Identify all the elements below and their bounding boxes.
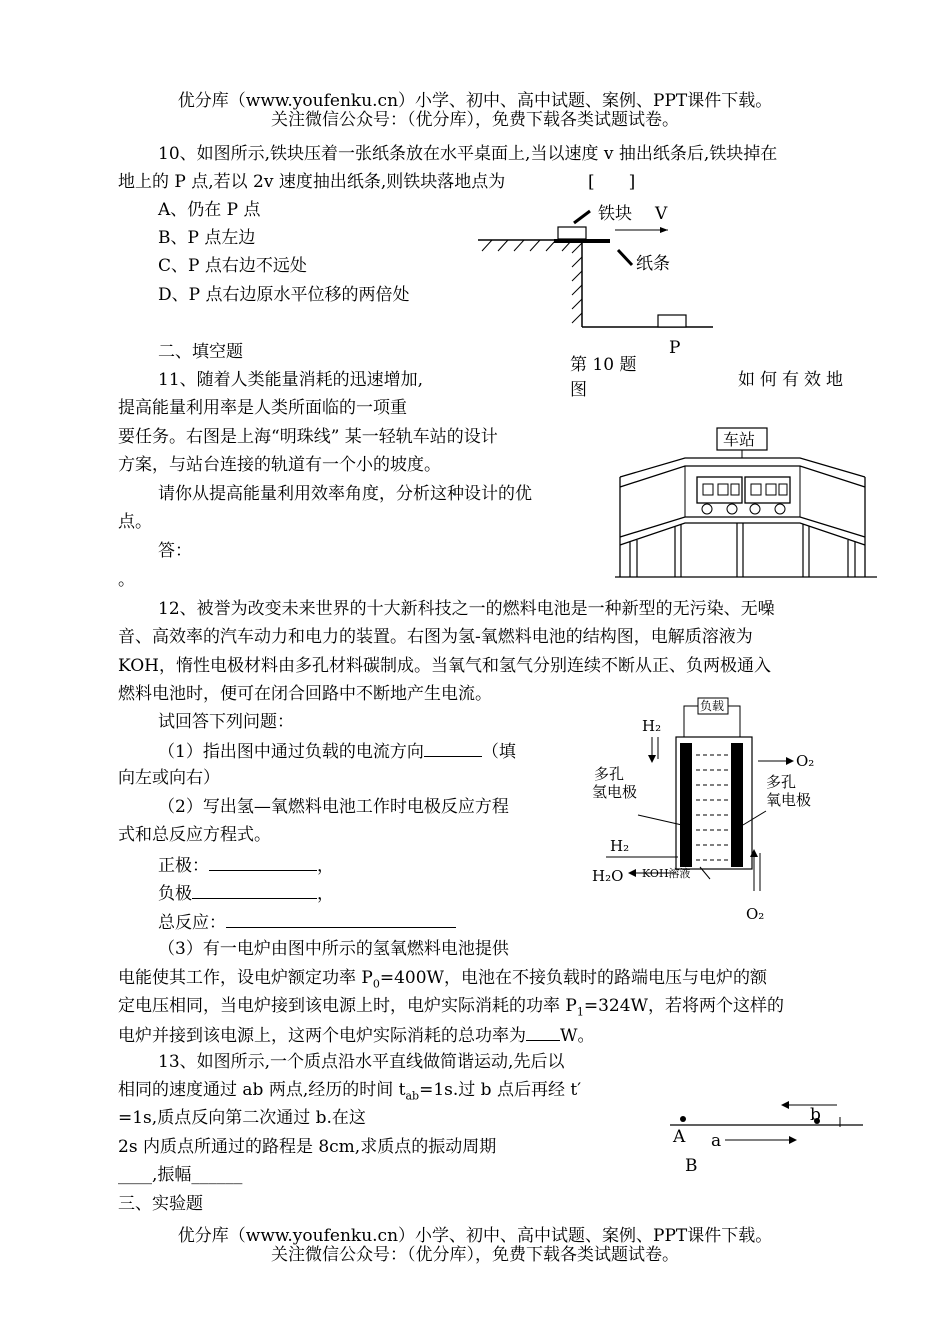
q10-option-c: C、P 点右边不远处 [158,256,307,276]
q12-answer-blank-1[interactable] [424,740,482,757]
q12-part3-c [118,996,784,1022]
q11-line-4: 方案，与站台连接的轨道有一个小的坡度。 [118,455,441,475]
label-p: P [669,338,681,358]
q12-negative [158,882,334,904]
q11-line-1b: 如何有效地 [738,370,848,390]
q13-line-2b: =1s.过 b 点后再经 t′ [419,1080,582,1100]
q12-negative-label: 负极 [158,884,192,904]
q10-option-b: B、P 点左边 [158,228,256,248]
q12-part1-c: 向左或向右） [118,768,220,788]
q12-part3-b-text2: =400W，电池在不接负载时的路端电压与电炉的额 [379,968,768,988]
q11-answer-label: 答： [158,541,192,561]
q12-part3-d-text: 电炉并接到该电源上，这两个电炉实际消耗的总功率为 [118,1026,526,1046]
q10-stem-2: 地上的 P 点,若以 2v 速度抽出纸条,则铁块落地点为 [118,172,506,192]
q13-figure [665,1095,875,1180]
q12-positive [158,854,334,876]
fig-o2-right: O₂ [796,752,815,770]
q11-line-3: 要任务。右图是上海“明珠线” 某一轻轨车站的设计 [118,427,498,447]
q10-caption-2: 图 [570,380,587,400]
q12-part3-d-unit: W。 [560,1026,595,1046]
q10-option-a: A、仍在 P 点 [158,200,261,220]
q12-part3-a: （3）有一电炉由图中所示的氢氧燃料电池提供 [158,939,509,959]
q13-line-2 [118,1080,581,1106]
q11-station-figure [615,425,880,580]
fig-porous-o-1: 多孔 [766,773,797,791]
q12-part3-c-text: 定电压相同，当电炉接到该电源上时，电炉实际消耗的功率 P [118,996,577,1016]
label-paper: 纸条 [636,254,670,274]
q12-part3-b [118,968,767,994]
hydrogen-electrode [680,743,692,867]
fig-label-B: B [685,1156,698,1176]
fig-h2-mid: H₂ [610,837,630,855]
q12-positive-label: 正极： [158,856,209,876]
q12-total [158,911,456,933]
section-2-title: 二、填空题 [158,342,243,362]
q13-line-3: =1s,质点反向第二次通过 b.在这 [118,1108,366,1128]
fig-label-A: A [673,1127,686,1147]
q12-total-label: 总反应： [158,913,226,933]
q12-line-2: 音、高效率的汽车动力和电力的装置。右图为氢-氧燃料电池的结构图，电解质溶液为 [118,627,753,647]
fig-o2-bottom: O₂ [746,905,765,923]
header-line-1: 优分库（www.youfenku.cn）小学、初中、高中试题、案例、PPT课件下载。 [177,91,773,111]
footer-line-2: 关注微信公众号：（优分库），免费下载各类试题试卷。 [271,1245,679,1265]
q13-line-4: 2s 内质点所通过的路程是 8cm,求质点的振动周期 [118,1137,497,1157]
q10-option-d: D、P 点右边原水平位移的两倍处 [158,285,410,305]
q11-line-2: 提高能量利用率是人类所面临的一项重 [118,398,407,418]
q12-part3-c-text2: =324W，若将两个这样的 [583,996,785,1016]
label-v: V [655,204,668,224]
q12-part2-a: （2）写出氢—氧燃料电池工作时电极反应方程 [158,797,509,817]
footer-line-1: 优分库（www.youfenku.cn）小学、初中、高中试题、案例、PPT课件下载。 [177,1226,773,1246]
q12-line-1: 12、被誉为改变未来世界的十大新科技之一的燃料电池是一种新型的无污染、无噪 [158,599,775,619]
fig-h2o: H₂O [592,867,624,885]
header-line-2: 关注微信公众号：（优分库），免费下载各类试题试卷。 [271,110,679,130]
q13-tab-sub: ab [405,1089,420,1103]
q13-line-5: ____,振幅______ [118,1165,243,1185]
q11-line-6: 点。 [118,512,152,532]
fig-porous-h-2: 氢电极 [592,783,638,801]
oxygen-electrode [731,743,743,867]
label-iron: 铁块 [598,204,632,224]
q12-p1-sub: 1 [576,1005,584,1019]
fig-porous-h-1: 多孔 [594,765,625,783]
fig-label-b: b [810,1105,821,1125]
q12-part1-a [158,740,516,762]
station-label: 车站 [723,430,756,449]
fig-load-label: 负载 [700,699,725,713]
q12-total-blank[interactable] [226,911,456,928]
fig-koh: KOH溶液 [642,867,691,880]
q12-line-3: KOH，惰性电极材料由多孔材料碳制成。当氧气和氢气分别连续不断从正、负两极通入 [118,656,772,676]
q12-negative-comma: ， [317,884,334,904]
q12-part1-hint: （填 [481,742,516,762]
section-3-title: 三、实验题 [118,1194,203,1214]
q11-line-5: 请你从提高能量利用效率角度，分析这种设计的优 [158,484,532,504]
q12-part2-b: 式和总反应方程式。 [118,825,271,845]
q12-part1-text: （1）指出图中通过负载的电流方向 [158,742,424,762]
q10-figure [470,195,730,370]
q12-positive-comma: ， [317,856,334,876]
q12-part3-d [118,1024,594,1046]
q11-line-1: 11、随着人类能量消耗的迅速增加, [158,370,424,390]
q12-negative-blank[interactable] [192,882,317,899]
q12-p0-sub: 0 [372,977,380,991]
q10-caption-1: 第 10 题 [570,355,637,375]
q12-fuel-cell-figure [588,695,833,930]
q12-part3-b-text: 电能使其工作，设电炉额定功率 P [118,968,373,988]
fig-label-a: a [711,1131,722,1151]
iron-block-landed [658,315,686,327]
q13-line-2a: 相同的速度通过 ab 两点,经历的时间 t [118,1080,406,1100]
q12-power-blank[interactable] [526,1024,560,1041]
iron-block [558,227,586,239]
fig-porous-o-2: 氧电极 [766,791,812,809]
q10-answer-bracket: [ ] [588,172,636,192]
q13-line-1: 13、如图所示,一个质点沿水平直线做简谐运动,先后以 [158,1052,565,1072]
fig-h2-top: H₂ [642,717,662,735]
q12-line-5: 试回答下列问题： [158,712,294,732]
q11-period: 。 [118,570,135,590]
q12-positive-blank[interactable] [209,854,317,871]
q10-stem-1: 10、如图所示,铁块压着一张纸条放在水平桌面上,当以速度 v 抽出纸条后,铁块掉在 [158,144,778,164]
q12-line-4: 燃料电池时，便可在闭合回路中不断地产生电流。 [118,684,492,704]
